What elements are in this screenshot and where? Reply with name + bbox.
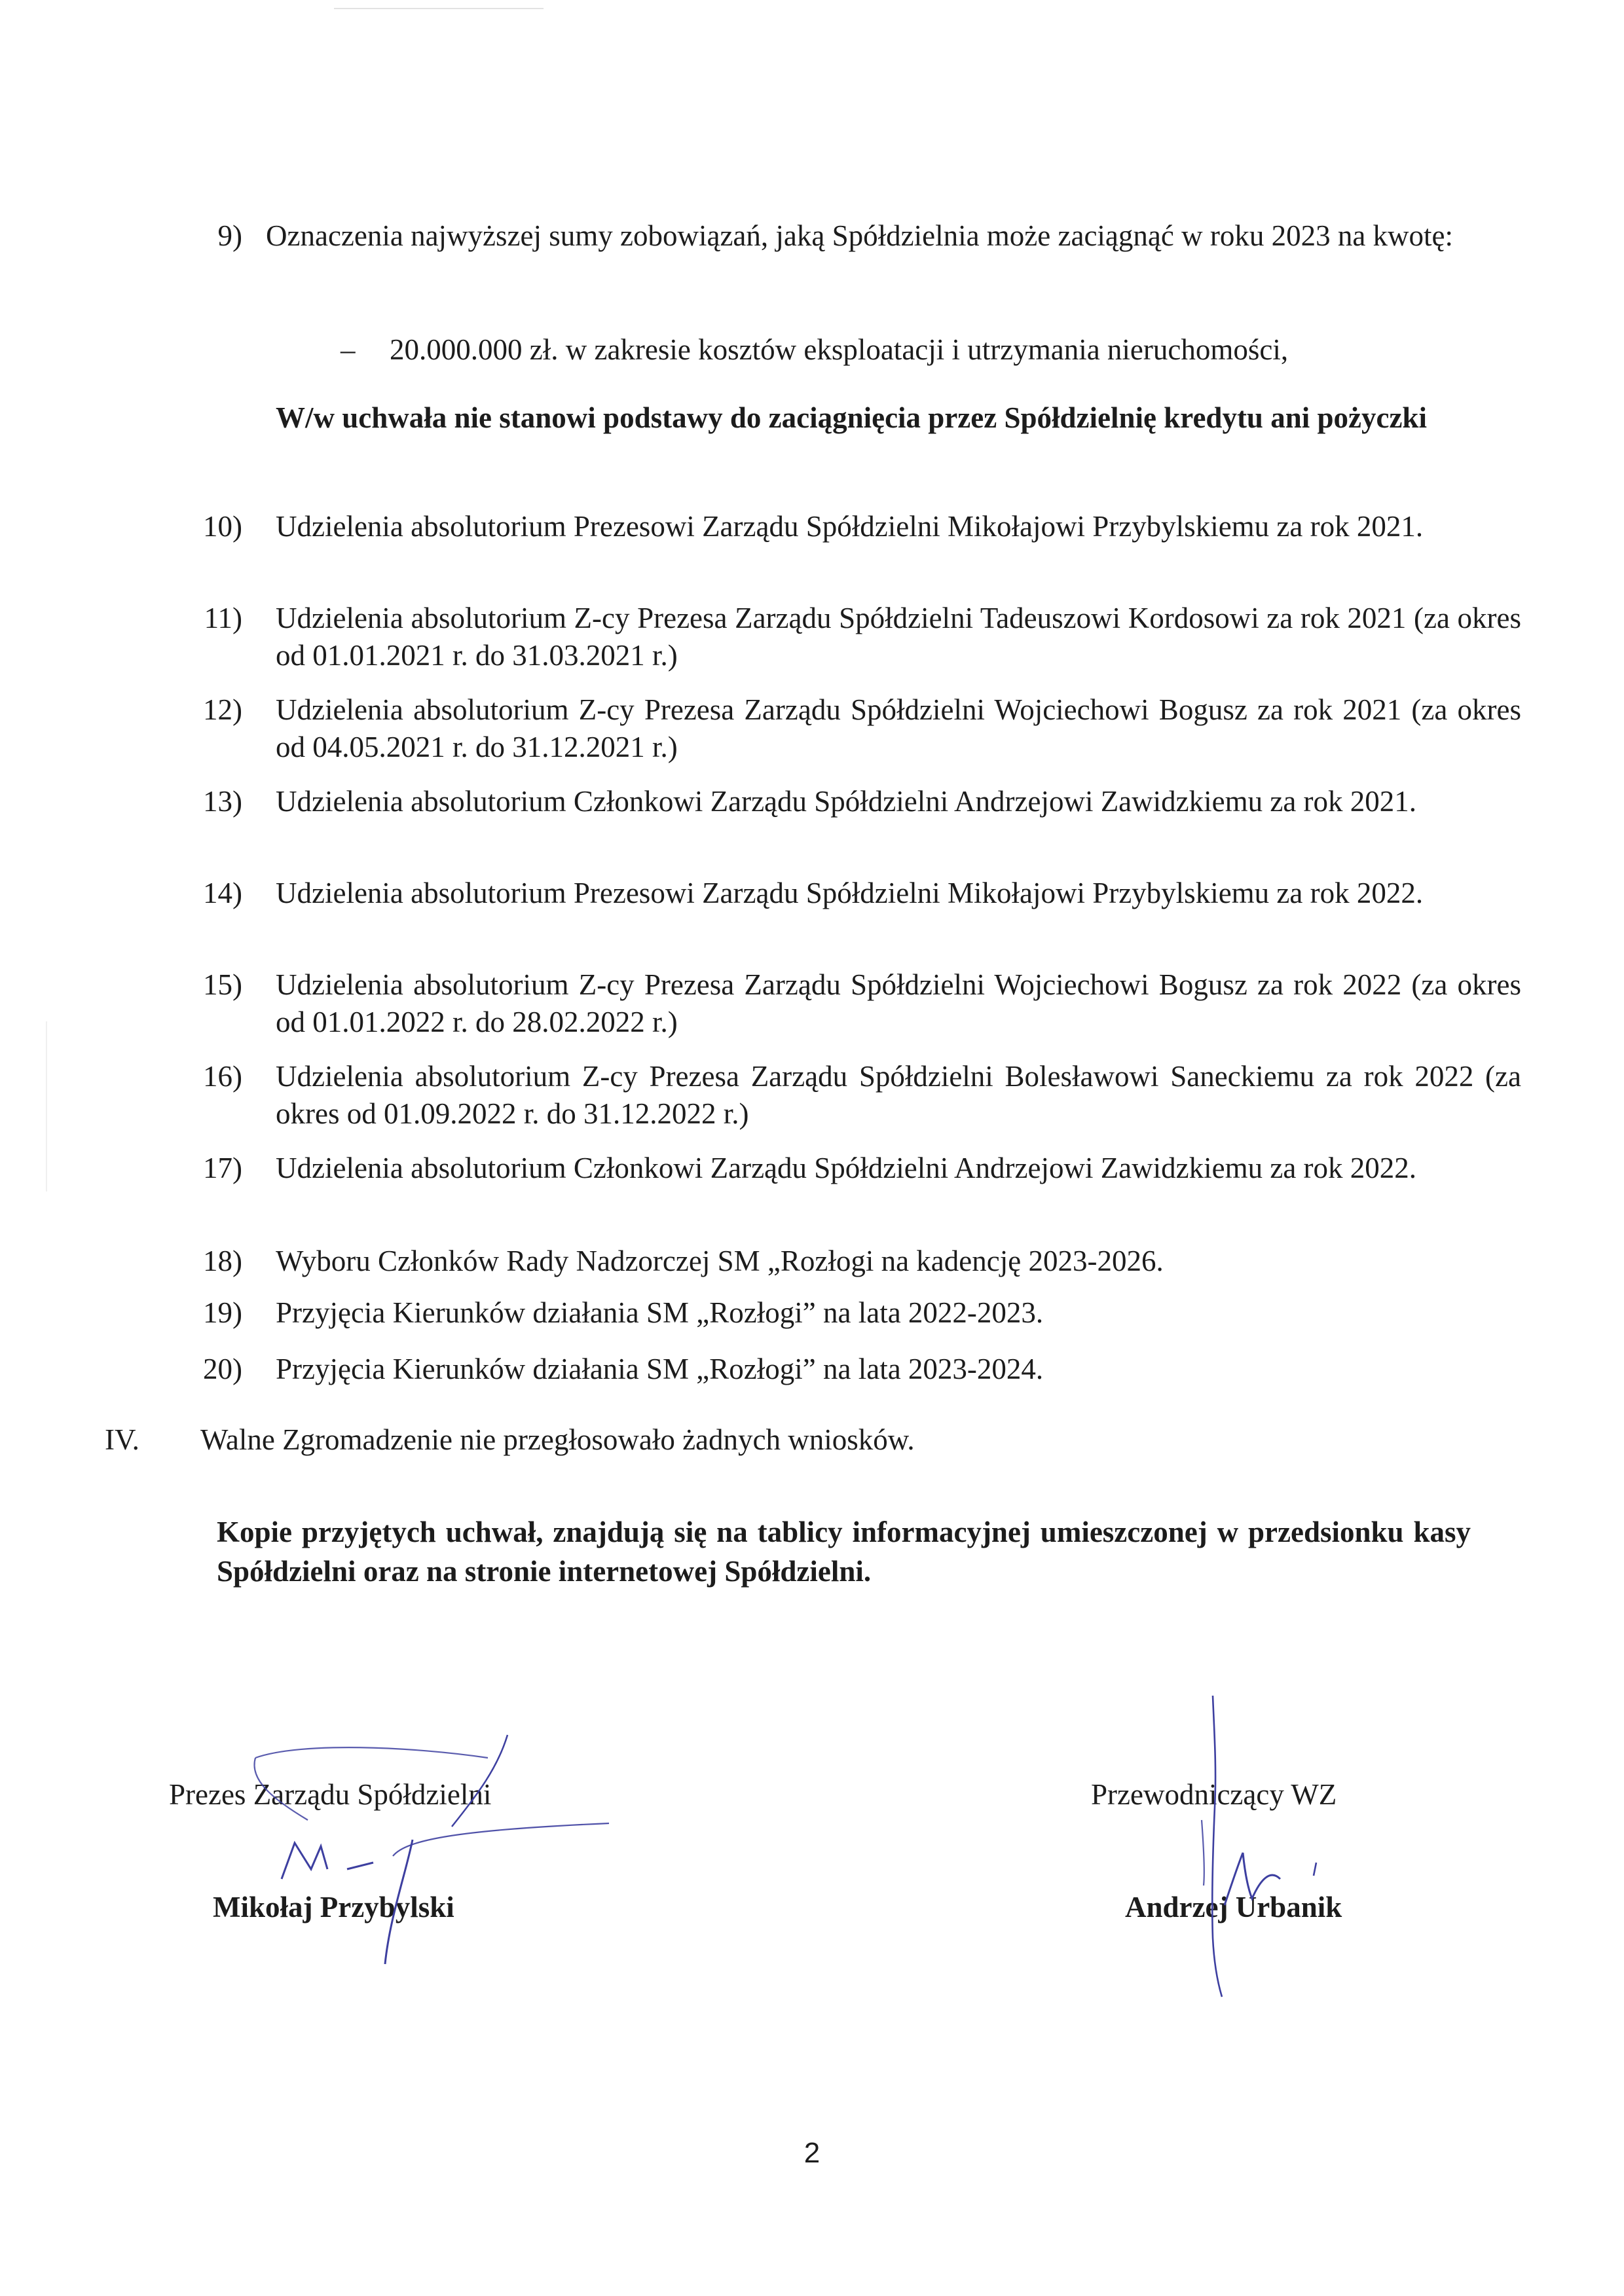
item-text: Wyboru Członków Rady Nadzorczej SM „Rozłogi na kadencję 2023-2026. xyxy=(276,1245,1164,1277)
page-number: 2 xyxy=(803,2137,821,2169)
item-number: 11) xyxy=(204,602,242,634)
item-number: 13) xyxy=(203,785,242,818)
item-text: Oznaczenia najwyższej sumy zobowiązań, jaką Spółdzielnia może zaciągnąć w roku 2023 na kwotę: xyxy=(266,219,1454,252)
signature-name-left: Mikołaj Przybylski xyxy=(213,1891,454,1923)
item-text: Przyjęcia Kierunków działania SM „Rozłogi” na lata 2022-2023. xyxy=(276,1296,1044,1329)
item-number: 15) xyxy=(203,968,242,1001)
scan-edge-mark xyxy=(46,1021,47,1192)
item-number: 18) xyxy=(203,1245,242,1277)
item-text: Przyjęcia Kierunków działania SM „Rozłogi” na lata 2023-2024. xyxy=(276,1353,1044,1385)
item-number: 10) xyxy=(203,510,242,543)
item-text: Udzielenia absolutorium Prezesowi Zarządu Spółdzielni Mikołajowi Przybylskiemu za rok 2021. xyxy=(276,510,1424,543)
handwritten-signature-right xyxy=(1166,1689,1362,2016)
item-number: 17) xyxy=(203,1152,242,1184)
section-number: IV. xyxy=(105,1423,139,1456)
signature-name-right: Andrzej Urbanik xyxy=(1125,1891,1342,1923)
amount-text: 20.000.000 zł. w zakresie kosztów eksploatacji i utrzymania nieruchomości, xyxy=(390,333,1289,366)
item-number: 9) xyxy=(217,219,242,252)
item-text: Udzielenia absolutorium Prezesowi Zarządu Spółdzielni Mikołajowi Przybylskiemu za rok 2022. xyxy=(276,877,1424,909)
item-number: 12) xyxy=(203,693,242,726)
amount-line xyxy=(341,331,1288,369)
item-number: 14) xyxy=(203,877,242,909)
bold-note: W/w uchwała nie stanowi podstawy do zaciągnięcia przez Spółdzielnię kredytu ani pożyczki xyxy=(276,401,1427,434)
item-number: 19) xyxy=(203,1296,242,1329)
item-text: Udzielenia absolutorium Z-cy Prezesa Zarządu Spółdzielni Tadeuszowi Kordosowi za rok 2021 (za okres od 01.01.2021 r. do 31.03.2021 r.) xyxy=(276,602,1521,672)
signature-role-left: Prezes Zarządu Spółdzielni xyxy=(169,1778,492,1811)
handwritten-signature-left xyxy=(249,1728,629,1977)
final-note: Kopie przyjętych uchwał, znajdują się na tablicy informacyjnej umieszczonej w przedsionku kasy Spółdzielni oraz na stronie internetowej Spółdzielni. xyxy=(217,1516,1471,1588)
item-text: Udzielenia absolutorium Członkowi Zarządu Spółdzielni Andrzejowi Zawidzkiemu za rok 2022. xyxy=(276,1152,1417,1184)
item-number: 20) xyxy=(203,1353,242,1385)
signature-role-right: Przewodniczący WZ xyxy=(1091,1778,1337,1811)
item-text: Udzielenia absolutorium Z-cy Prezesa Zarządu Spółdzielni Bolesławowi Saneckiemu za rok 2022 (za okres od 01.09.2022 r. do 31.12.2022 r.) xyxy=(276,1060,1521,1130)
item-text: Udzielenia absolutorium Z-cy Prezesa Zarządu Spółdzielni Wojciechowi Bogusz za rok 2022 (za okres od 01.01.2022 r. do 28.02.2022 r.) xyxy=(276,968,1521,1038)
item-number: 16) xyxy=(203,1060,242,1093)
item-text: Udzielenia absolutorium Członkowi Zarządu Spółdzielni Andrzejowi Zawidzkiemu za rok 2021. xyxy=(276,785,1417,818)
scan-edge-mark xyxy=(334,8,544,9)
section-text: Walne Zgromadzenie nie przegłosowało żadnych wniosków. xyxy=(200,1423,915,1456)
dash-marker: – xyxy=(341,333,356,366)
item-text: Udzielenia absolutorium Z-cy Prezesa Zarządu Spółdzielni Wojciechowi Bogusz za rok 2021 (za okres od 04.05.2021 r. do 31.12.2021 r.) xyxy=(276,693,1521,763)
